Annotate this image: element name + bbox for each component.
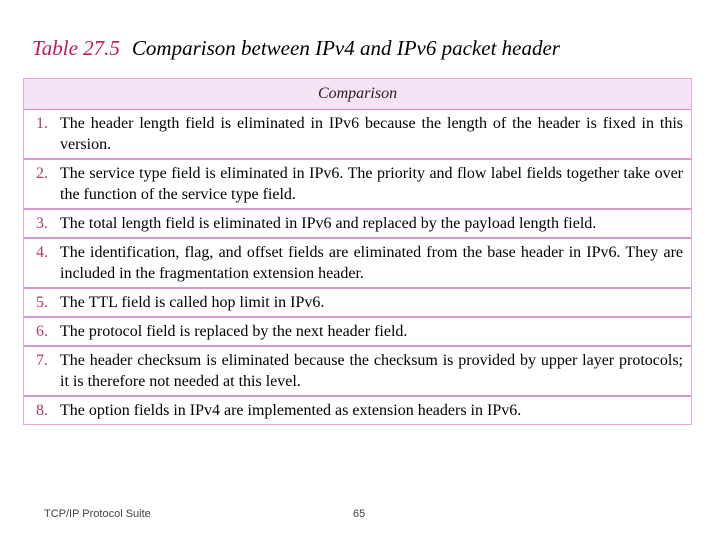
row-number: 1. xyxy=(36,115,48,132)
row-number: 6. xyxy=(36,323,48,340)
row-number: 2. xyxy=(36,165,48,182)
row-text: The identification, flag, and offset fields are eliminated from the base header in IPv6. They are included in the fragmentation extension header. xyxy=(60,244,683,282)
row-number: 5. xyxy=(36,294,48,311)
row-text: The header length field is eliminated in IPv6 because the length of the header is fixed in this version. xyxy=(60,115,683,153)
row-number: 7. xyxy=(36,352,48,369)
table-number: Table 27.5 xyxy=(32,36,120,60)
row-number: 3. xyxy=(36,215,48,232)
table-title xyxy=(32,36,560,61)
table-row xyxy=(24,347,691,397)
row-text: The option fields in IPv4 are implemented as extension headers in IPv6. xyxy=(60,402,522,419)
table-row xyxy=(24,110,691,160)
table-row xyxy=(24,289,691,318)
comparison-table xyxy=(23,78,692,425)
table-caption: Comparison between IPv4 and IPv6 packet header xyxy=(131,36,560,60)
table-row xyxy=(24,318,691,347)
table-row xyxy=(24,160,691,210)
footer-source: TCP/IP Protocol Suite xyxy=(44,508,151,520)
row-number: 4. xyxy=(36,244,48,261)
table-row xyxy=(24,210,691,239)
table-header: Comparison xyxy=(24,79,691,110)
row-text: The TTL field is called hop limit in IPv6. xyxy=(60,294,325,311)
row-text: The protocol field is replaced by the next header field. xyxy=(60,323,408,340)
table-row xyxy=(24,239,691,289)
row-text: The total length field is eliminated in IPv6 and replaced by the payload length field. xyxy=(60,215,597,232)
page-number: 65 xyxy=(353,508,366,520)
row-number: 8. xyxy=(36,402,48,419)
row-text: The header checksum is eliminated because the checksum is provided by upper layer protocols; it is therefore not needed at this level. xyxy=(60,352,683,390)
row-text: The service type field is eliminated in IPv6. The priority and flow label fields together take over the function of the service type field. xyxy=(60,165,683,203)
table-row xyxy=(24,397,691,424)
